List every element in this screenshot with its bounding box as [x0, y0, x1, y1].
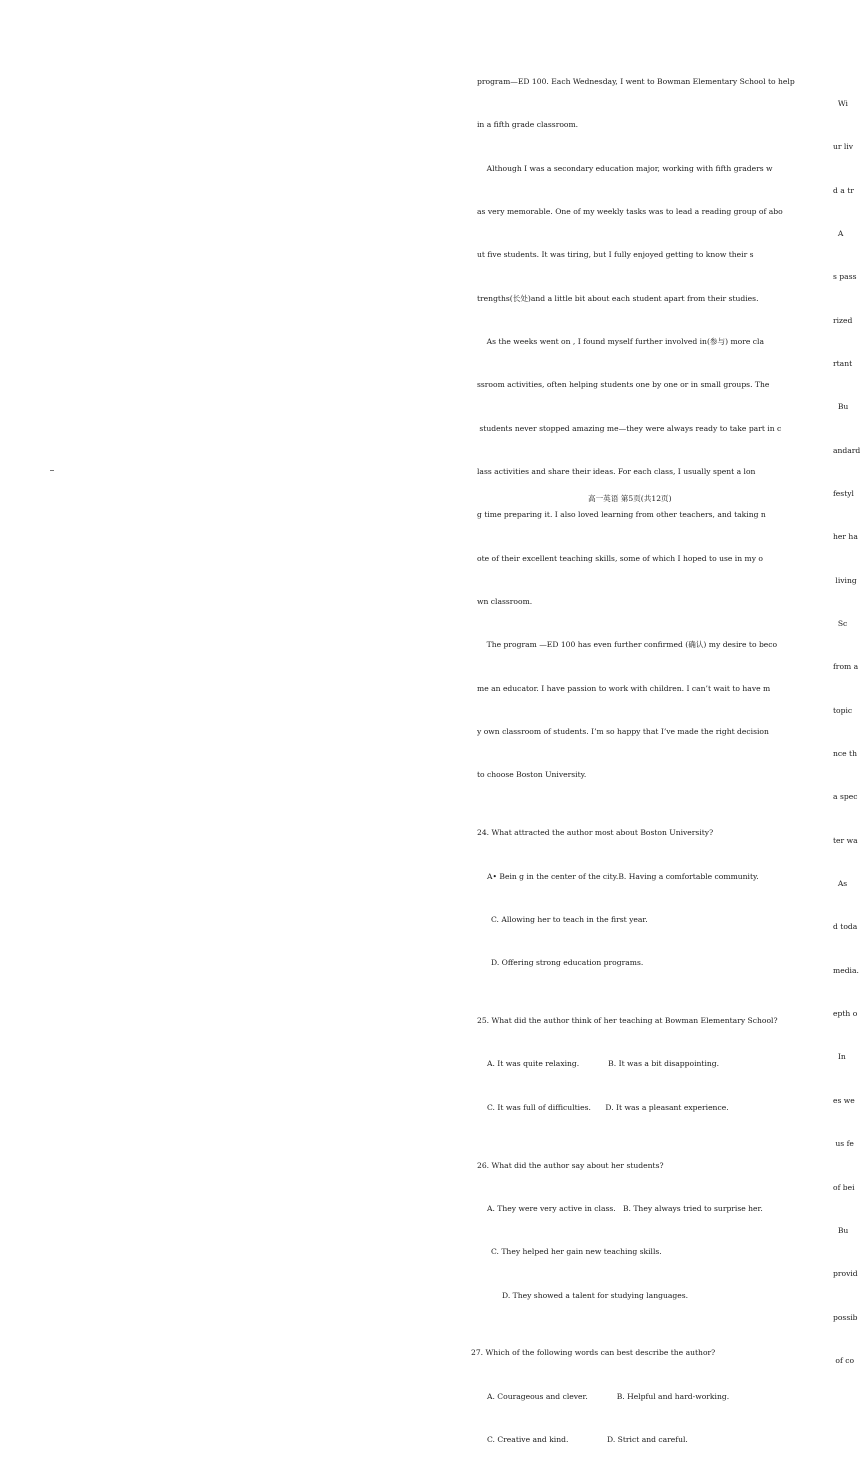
edge-line: of bei [833, 1182, 855, 1192]
passage-line: As the weeks went on , I found myself further involved in(参与) more cla [477, 336, 764, 346]
passage-line: y own classroom of students. I’m so happy that I’ve made the right decision [477, 727, 769, 737]
question-24-option: A• Bein g in the center of the city.B. Having a comfortable community. [487, 871, 759, 881]
edge-line: Bu [833, 1225, 849, 1235]
passage-line: The program —ED 100 has even further confirmed (确认) my desire to beco [477, 640, 778, 650]
edge-line: Wi [833, 98, 848, 108]
next-page-edge [833, 68, 860, 1383]
edge-line: d toda [833, 922, 858, 932]
edge-line: nce th [833, 749, 857, 759]
edge-line: s pass [833, 272, 857, 282]
edge-line: us fe [833, 1139, 854, 1149]
edge-line: Bu [833, 402, 849, 412]
question-27-option: A. Courageous and clever. B. Helpful and hard-working. [487, 1391, 730, 1401]
edge-line: Sc [833, 619, 848, 629]
question-24-option: C. Allowing her to teach in the first year. [491, 914, 648, 924]
question-24-stem: 24. What attracted the author most about Boston University? [477, 828, 714, 838]
question-25-option: C. It was full of difficulties. D. It was a pleasant experience. [487, 1102, 729, 1112]
passage-line: trengths(长处)and a little bit about each student apart from their studies. [477, 293, 759, 303]
edge-line: of co [833, 1355, 855, 1365]
question-27-stem: 27. Which of the following words can best describe the author? [471, 1348, 716, 1358]
edge-line: ur liv [833, 142, 854, 152]
edge-line: d a tr [833, 185, 854, 195]
edge-line: from a [833, 662, 859, 672]
edge-line: a spec [833, 792, 858, 802]
passage-line: in a fifth grade classroom. [477, 120, 579, 130]
passage-line: ut five students. It was tiring, but I fully enjoyed getting to know their s [477, 250, 754, 260]
passage-line: Although I was a secondary education major, working with fifth graders w [477, 163, 773, 173]
question-24-option: D. Offering strong education programs. [491, 958, 644, 968]
passage-column [471, 46, 803, 1462]
edge-line: possib [833, 1312, 858, 1322]
passage-line: ssroom activities, often helping students one by one or in small groups. The [477, 380, 770, 390]
edge-line: festyl [833, 489, 854, 498]
edge-line: es we [833, 1095, 855, 1105]
passage-line: program—ED 100. Each Wednesday, I went to Bowman Elementary School to help [477, 76, 795, 86]
passage-line: as very memorable. One of my weekly tasks was to lead a reading group of abo [477, 206, 783, 216]
edge-line: andard [833, 445, 860, 455]
passage-line: lass activities and share their ideas. For each class, I usually spent a lon [477, 467, 756, 476]
edge-line: provid [833, 1269, 858, 1279]
question-26-option: A. They were very active in class. B. They always tried to surprise her. [487, 1203, 763, 1213]
passage-line: students never stopped amazing me—they were always ready to take part in c [477, 423, 782, 433]
passage-line: me an educator. I have passion to work with children. I can’t wait to have m [477, 683, 771, 693]
edge-line: topic [833, 705, 853, 715]
edge-line: epth o [833, 1009, 858, 1019]
edge-line: rtant [833, 358, 853, 368]
edge-line: In [833, 1052, 846, 1062]
passage-line: wn classroom. [477, 597, 533, 607]
edge-line: ter wa [833, 835, 858, 845]
passage-line: g time preparing it. I also loved learning from other teachers, and taking n [477, 510, 766, 520]
edge-line: living [833, 575, 857, 585]
question-26-option: C. They helped her gain new teaching skills. [491, 1247, 662, 1257]
edge-line: rized [833, 315, 853, 325]
edge-line: As [833, 879, 848, 889]
edge-line: media. [833, 965, 859, 975]
question-25-stem: 25. What did the author think of her teaching at Bowman Elementary School? [477, 1016, 778, 1026]
edge-line: A [833, 228, 844, 238]
passage-line: ote of their excellent teaching skills, some of which I hoped to use in my o [477, 553, 763, 563]
edge-line: her ha [833, 532, 858, 542]
passage-line: to choose Boston University. [477, 770, 587, 780]
question-26-option: D. They showed a talent for studying languages. [502, 1290, 689, 1300]
question-27-option: C. Creative and kind. D. Strict and careful. [487, 1435, 688, 1445]
scan-mark [50, 470, 54, 471]
question-26-stem: 26. What did the author say about her students? [477, 1160, 664, 1170]
question-25-option: A. It was quite relaxing. B. It was a bit disappointing. [487, 1059, 720, 1069]
page-footer: 高一英语 第5页(共12页) [588, 494, 672, 503]
